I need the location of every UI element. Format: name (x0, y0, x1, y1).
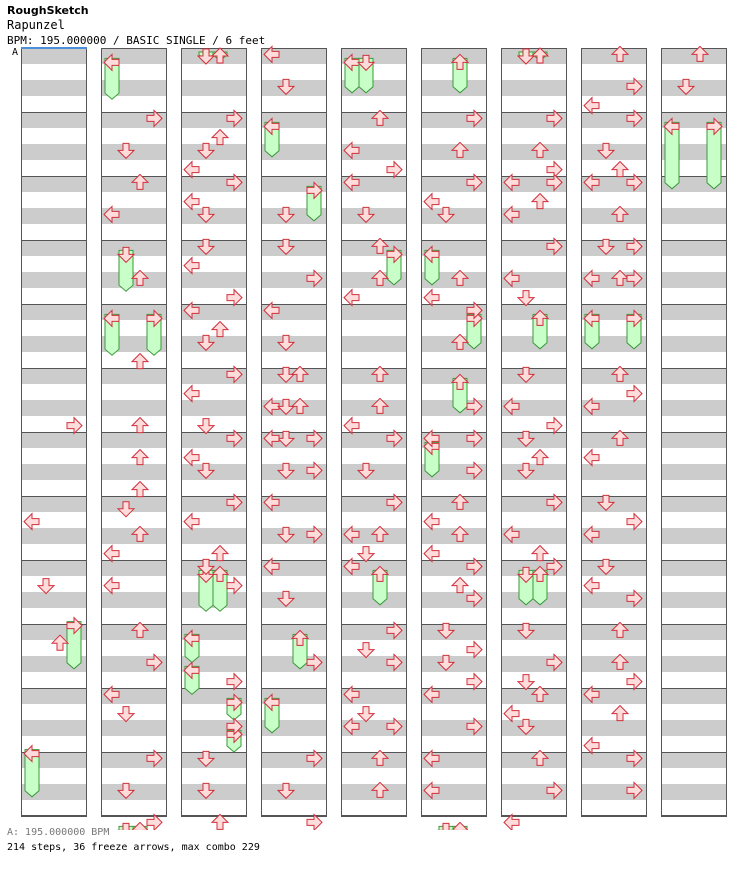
beat-stripe (421, 144, 487, 160)
beat-stripe (181, 528, 247, 544)
beat-stripe (181, 784, 247, 800)
beat-stripe (421, 496, 487, 512)
beat-stripe (661, 560, 727, 576)
beat-stripe (21, 560, 87, 576)
beat-stripe (101, 176, 167, 192)
beat-stripe (501, 688, 567, 704)
beat-stripe (21, 432, 87, 448)
beat-stripe (501, 144, 567, 160)
beat-stripe (341, 464, 407, 480)
beat-stripe (341, 336, 407, 352)
bpm-summary: A: 195.000000 BPM (7, 827, 110, 838)
beat-stripe (101, 464, 167, 480)
beat-stripe (101, 432, 167, 448)
beat-stripe (261, 784, 327, 800)
beat-stripe (661, 656, 727, 672)
beat-stripe (101, 560, 167, 576)
beat-stripe (181, 272, 247, 288)
beat-stripe (101, 784, 167, 800)
beat-stripe (21, 688, 87, 704)
beat-stripe (421, 208, 487, 224)
beat-stripe (21, 144, 87, 160)
beat-stripe (421, 656, 487, 672)
beat-stripe (101, 720, 167, 736)
beat-stripe (661, 80, 727, 96)
beat-stripe (101, 528, 167, 544)
beat-stripe (21, 336, 87, 352)
beat-stripe (101, 400, 167, 416)
beat-stripe (661, 304, 727, 320)
beat-stripe (21, 80, 87, 96)
beat-stripe (181, 752, 247, 768)
beat-stripe (21, 112, 87, 128)
beat-stripe (501, 432, 567, 448)
beat-stripe (661, 720, 727, 736)
beat-stripe (341, 208, 407, 224)
beat-stripe (661, 688, 727, 704)
beat-stripe (21, 464, 87, 480)
beat-stripe (581, 656, 647, 672)
beat-stripe (101, 368, 167, 384)
beat-stripe (181, 464, 247, 480)
beat-stripe (101, 272, 167, 288)
beat-stripe (181, 144, 247, 160)
beat-stripe (181, 80, 247, 96)
beat-stripe (21, 176, 87, 192)
beat-stripe (421, 528, 487, 544)
beat-stripe (581, 208, 647, 224)
beat-stripe (21, 272, 87, 288)
beat-stripe (261, 336, 327, 352)
chart-footer (7, 825, 260, 855)
beat-stripe (341, 368, 407, 384)
beat-stripe (21, 208, 87, 224)
bpm-marker: A (12, 47, 19, 58)
beat-stripe (341, 784, 407, 800)
chart-column (21, 48, 87, 817)
beat-stripe (261, 592, 327, 608)
chart-info: BPM: 195.000000 / BASIC SINGLE / 6 feet (7, 34, 266, 47)
beat-stripe (661, 432, 727, 448)
beat-stripe (21, 368, 87, 384)
beat-stripe (21, 400, 87, 416)
beat-stripe (661, 240, 727, 256)
beat-stripe (661, 784, 727, 800)
beat-stripe (181, 208, 247, 224)
beat-stripe (661, 592, 727, 608)
beat-stripe (341, 112, 407, 128)
beat-stripe (581, 432, 647, 448)
beat-stripe (661, 400, 727, 416)
beat-stripe (101, 240, 167, 256)
beat-stripe (341, 400, 407, 416)
beat-stripe (661, 272, 727, 288)
beat-stripe (661, 528, 727, 544)
beat-stripe (341, 304, 407, 320)
beat-stripe (501, 752, 567, 768)
site-title: RoughSketch (7, 4, 89, 17)
beat-stripe (341, 752, 407, 768)
beat-stripe (581, 624, 647, 640)
beat-stripe (101, 496, 167, 512)
beat-stripe (101, 144, 167, 160)
beat-stripe (261, 368, 327, 384)
beat-stripe (21, 496, 87, 512)
beat-stripe (21, 528, 87, 544)
bpm-change-line (21, 47, 87, 49)
song-title: Rapunzel (7, 18, 65, 32)
beat-stripe (21, 304, 87, 320)
beat-stripe (261, 240, 327, 256)
chart-stats: 214 steps, 36 freeze arrows, max combo 229 (7, 842, 260, 853)
beat-stripe (21, 720, 87, 736)
beat-stripe (21, 240, 87, 256)
beat-stripe (581, 144, 647, 160)
beat-stripe (101, 624, 167, 640)
beat-stripe (661, 336, 727, 352)
beat-stripe (581, 720, 647, 736)
beat-stripe (501, 368, 567, 384)
beat-stripe (581, 560, 647, 576)
beat-stripe (581, 368, 647, 384)
beat-stripe (101, 592, 167, 608)
beat-stripe (661, 368, 727, 384)
beat-stripe (501, 720, 567, 736)
beat-stripe (661, 752, 727, 768)
beat-stripe (501, 464, 567, 480)
beat-stripe (581, 48, 647, 64)
beat-stripe (421, 624, 487, 640)
beat-stripe (21, 48, 87, 64)
chart-column (501, 48, 567, 817)
beat-stripe (661, 464, 727, 480)
beat-stripe (181, 336, 247, 352)
beat-stripe (501, 80, 567, 96)
beat-stripe (501, 624, 567, 640)
beat-stripe (661, 624, 727, 640)
beat-stripe (581, 496, 647, 512)
beat-stripe (661, 48, 727, 64)
beat-stripe (581, 464, 647, 480)
beat-stripe (21, 592, 87, 608)
beat-stripe (181, 240, 247, 256)
beat-stripe (181, 400, 247, 416)
beat-stripe (261, 80, 327, 96)
beat-stripe (661, 496, 727, 512)
beat-stripe (661, 208, 727, 224)
